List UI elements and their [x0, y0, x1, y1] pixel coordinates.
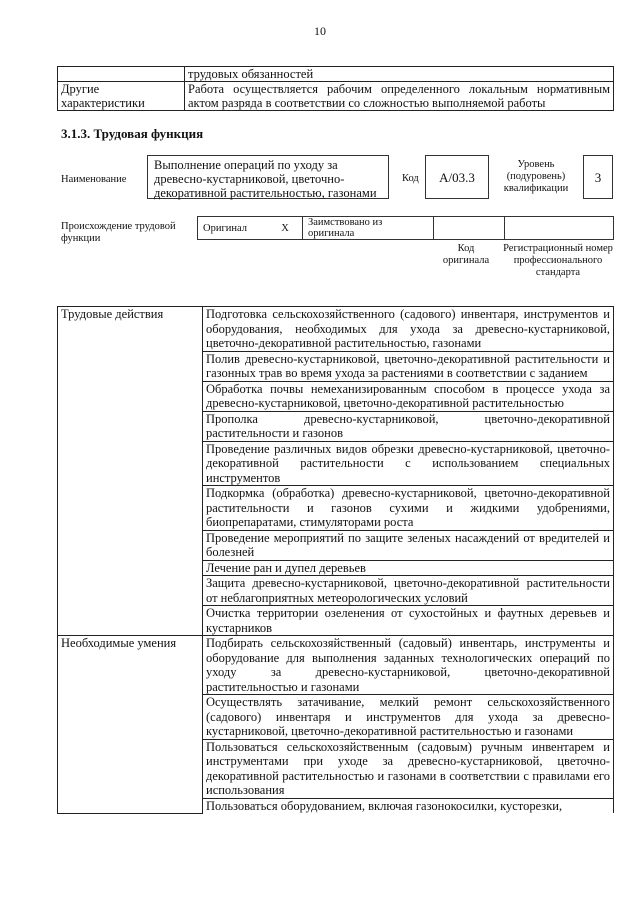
labor-function-table [57, 306, 614, 814]
original-code-caption: Код оригинала [442, 243, 490, 266]
table-row [58, 307, 614, 352]
list-item: Подготовка сельскохозяйственного (садового) инвентаря, инструментов и оборудования, необходимых для ухода за древесно-кустарниковой, цветочно-декоративной растительностью, газонами [203, 307, 614, 352]
registration-number-caption: Регистрационный номер профессионального стандарта [503, 243, 613, 278]
name-label: Наименование [61, 174, 127, 185]
list-item: Очистка территории озеленения от сухостойных и фаутных деревьев и кустарников [203, 606, 614, 636]
list-item: Пользоваться оборудованием, включая газонокосилки, кусторезки, [203, 798, 614, 813]
list-item: Полив древесно-кустарниковой, цветочно-декоративной растительности и газонных трав во время ухода за растениями в соответствии с заданием [203, 351, 614, 381]
code-label: Код [402, 173, 419, 184]
row-value: Работа осуществляется рабочим определенного локальным нормативным актом разряда в соответствии со сложностью выполняемой работы [185, 82, 614, 111]
original-label: Оригинал [198, 217, 269, 240]
page-number: 10 [314, 24, 326, 38]
list-item: Подкормка (обработка) древесно-кустарниковой, цветочно-декоративной растительности и газонов сухими и жидкими удобрениями, биопрепаратами, стимуляторами роста [203, 486, 614, 531]
original-code-cell [434, 217, 505, 240]
borrowed-label: Заимствовано из оригинала [303, 217, 434, 240]
table-row [198, 217, 614, 240]
table-row [58, 82, 614, 111]
list-item: Проведение различных видов обрезки древесно-кустарниковой, цветочно-декоративной растительности с использованием специальных инструментов [203, 441, 614, 486]
list-item: Осуществлять затачивание, мелкий ремонт сельскохозяйственного (садового) инвентаря и инструментов для ухода за древесно-кустарниковой, цветочно-декоративной растительностью и газонами [203, 695, 614, 740]
original-mark: X [268, 217, 303, 240]
list-item: Лечение ран и дупел деревьев [203, 560, 614, 576]
row-label [58, 67, 185, 82]
list-item: Прополка древесно-кустарниковой, цветочно-декоративной растительности и газонов [203, 411, 614, 441]
table-row [58, 636, 614, 695]
function-name-value: Выполнение операций по уходу за древесно-кустарниковой, цветочно-декоративной растительностью, газонами [147, 155, 389, 199]
origin-table [197, 216, 614, 240]
function-code-value: А/03.3 [425, 155, 489, 199]
row-label: Другие характеристики [58, 82, 185, 111]
section-label-skills: Необходимые умения [58, 636, 203, 814]
section-label-actions: Трудовые действия [58, 307, 203, 636]
row-value: трудовых обязанностей [185, 67, 614, 82]
list-item: Подбирать сельскохозяйственный (садовый) инвентарь, инструменты и оборудование для выполнения заданных технологических операций по уходу за древесно-кустарниковой, цветочно-декоративной растительностью и газонами [203, 636, 614, 695]
table-row [58, 67, 614, 82]
registration-number-cell [505, 217, 614, 240]
section-heading: 3.1.3. Трудовая функция [61, 126, 204, 141]
list-item: Обработка почвы немеханизированным способом в процессе ухода за древесно-кустарниковой, цветочно-декоративной растительностью [203, 381, 614, 411]
list-item: Защита древесно-кустарниковой, цветочно-декоративной растительности от неблагоприятных метеорологических условий [203, 576, 614, 606]
characteristics-table [57, 66, 614, 111]
qualification-level-label: Уровень (подуровень) квалификации [503, 159, 569, 194]
qualification-level-value: 3 [583, 155, 613, 199]
list-item: Пользоваться сельскохозяйственным (садовым) ручным инвентарем и инструментами при уходе за древесно-кустарниковой, цветочно-декоративной растительностью и газонами в соответствии с правилами его использования [203, 739, 614, 798]
origin-label: Происхождение трудовой функции [61, 221, 176, 244]
list-item: Проведение мероприятий по защите зеленых насаждений от вредителей и болезней [203, 530, 614, 560]
